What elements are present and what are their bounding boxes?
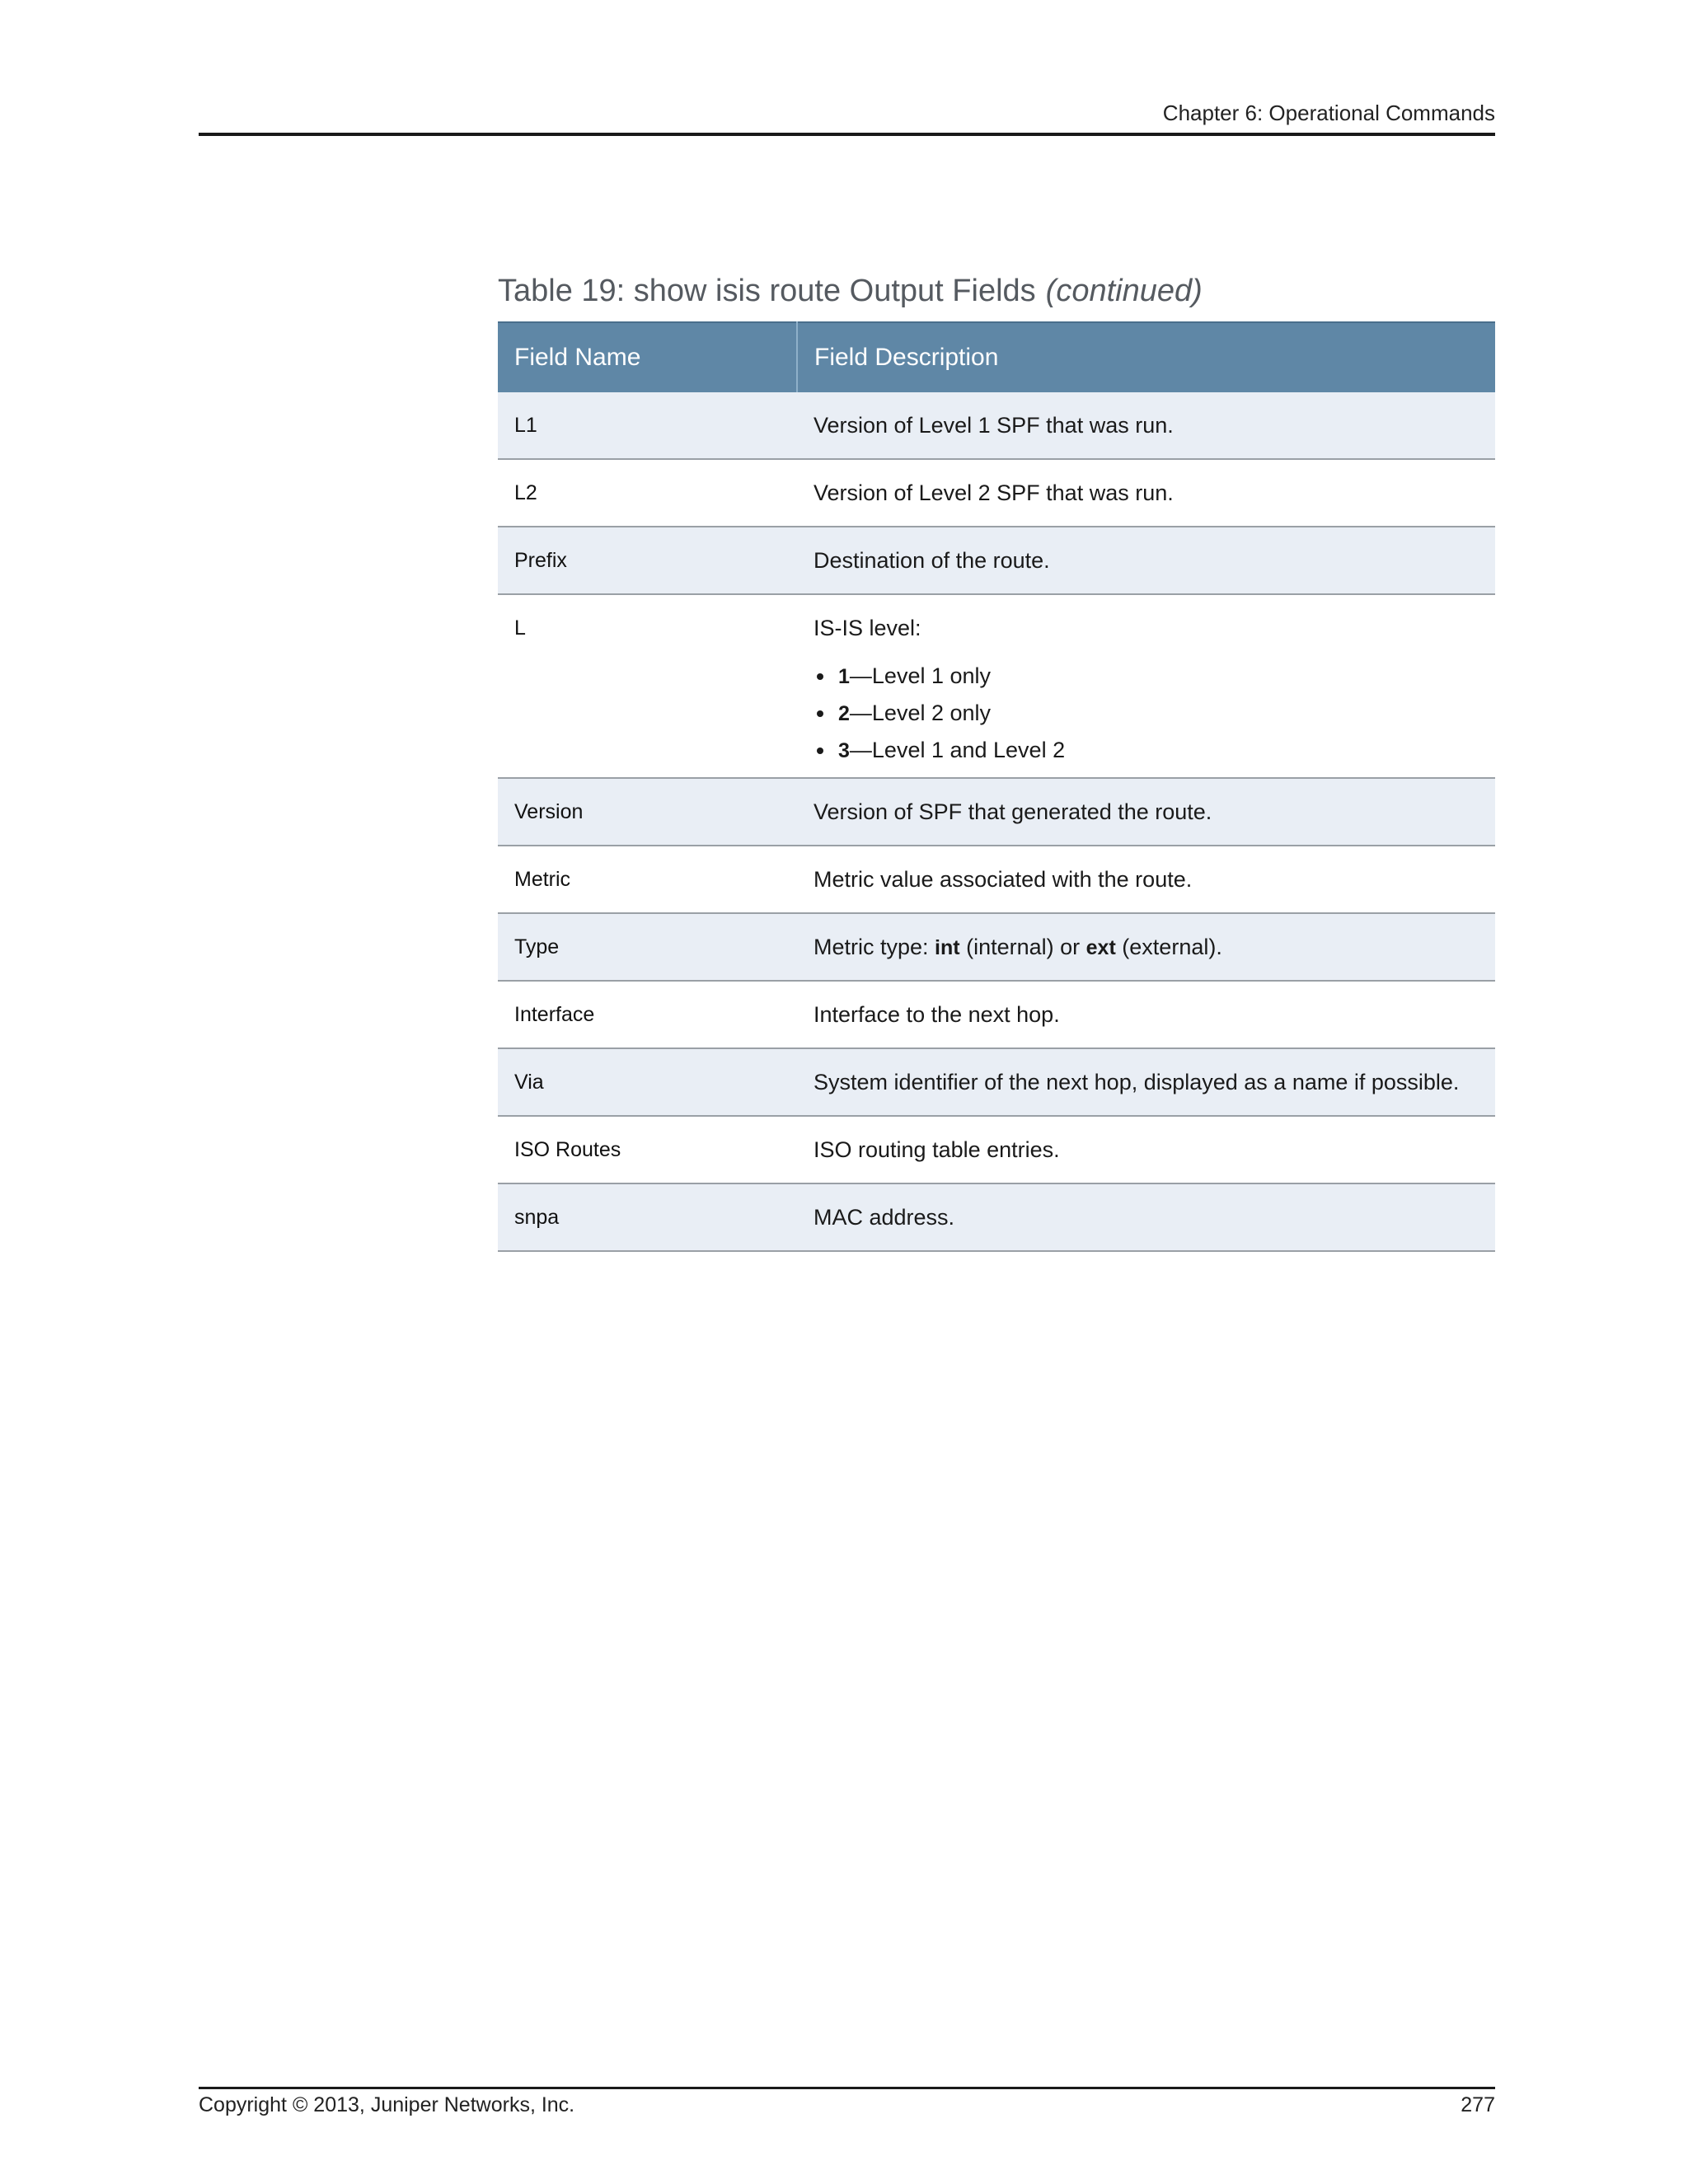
table-row	[498, 846, 1495, 913]
field-name: ISO Routes	[498, 1116, 797, 1183]
copyright: Copyright © 2013, Juniper Networks, Inc.	[199, 2093, 575, 2116]
field-name: L1	[498, 392, 797, 459]
field-description-text: IS-IS level:	[814, 616, 921, 640]
table-row	[498, 913, 1495, 981]
level-key: 2	[838, 702, 850, 725]
chapter-header: Chapter 6: Operational Commands	[1162, 101, 1495, 125]
desc-part: (internal) or	[959, 935, 1086, 959]
level-key: 3	[838, 739, 850, 762]
table-title-continued: (continued)	[1045, 274, 1203, 308]
field-name: L2	[498, 459, 797, 527]
column-header-field-name: Field Name	[498, 322, 797, 392]
header-rule	[199, 133, 1495, 136]
table-title	[498, 274, 1203, 309]
table-row	[498, 392, 1495, 459]
list-item	[814, 695, 1479, 732]
output-fields-table	[498, 321, 1495, 1252]
keyword-ext: ext	[1085, 936, 1116, 959]
level-text: —Level 1 only	[849, 663, 992, 688]
keyword-int: int	[935, 936, 960, 959]
field-description: Version of SPF that generated the route.	[797, 778, 1495, 846]
list-item	[814, 658, 1479, 695]
field-description: ISO routing table entries.	[797, 1116, 1495, 1183]
table-header-row	[498, 322, 1495, 392]
level-list	[814, 658, 1479, 769]
desc-part: (external).	[1115, 935, 1222, 959]
field-description: Metric value associated with the route.	[797, 846, 1495, 913]
table-row	[498, 459, 1495, 527]
level-text: —Level 1 and Level 2	[849, 738, 1066, 762]
level-text: —Level 2 only	[849, 701, 992, 725]
table-row	[498, 778, 1495, 846]
field-name: Via	[498, 1048, 797, 1116]
field-name: Interface	[498, 981, 797, 1048]
field-description: System identifier of the next hop, displayed as a name if possible.	[797, 1048, 1495, 1116]
table-title-text: Table 19: show isis route Output Fields	[498, 274, 1036, 308]
field-description	[797, 594, 1495, 778]
field-name: Metric	[498, 846, 797, 913]
field-name: Type	[498, 913, 797, 981]
level-key: 1	[838, 665, 850, 688]
footer-rule	[199, 2087, 1495, 2089]
table-row	[498, 527, 1495, 594]
desc-part: Metric type:	[814, 935, 935, 959]
field-name: L	[498, 594, 797, 778]
page-number: 277	[1461, 2093, 1495, 2116]
table-row	[498, 1116, 1495, 1183]
table-row	[498, 1183, 1495, 1251]
table-row	[498, 981, 1495, 1048]
field-name: Prefix	[498, 527, 797, 594]
field-description: Version of Level 1 SPF that was run.	[797, 392, 1495, 459]
field-description: MAC address.	[797, 1183, 1495, 1251]
field-description: Destination of the route.	[797, 527, 1495, 594]
table-row	[498, 1048, 1495, 1116]
column-header-field-description: Field Description	[797, 322, 1495, 392]
field-name: snpa	[498, 1183, 797, 1251]
list-item	[814, 732, 1479, 769]
field-description: Interface to the next hop.	[797, 981, 1495, 1048]
table-row	[498, 594, 1495, 778]
field-name: Version	[498, 778, 797, 846]
field-description: Version of Level 2 SPF that was run.	[797, 459, 1495, 527]
field-description	[797, 913, 1495, 981]
